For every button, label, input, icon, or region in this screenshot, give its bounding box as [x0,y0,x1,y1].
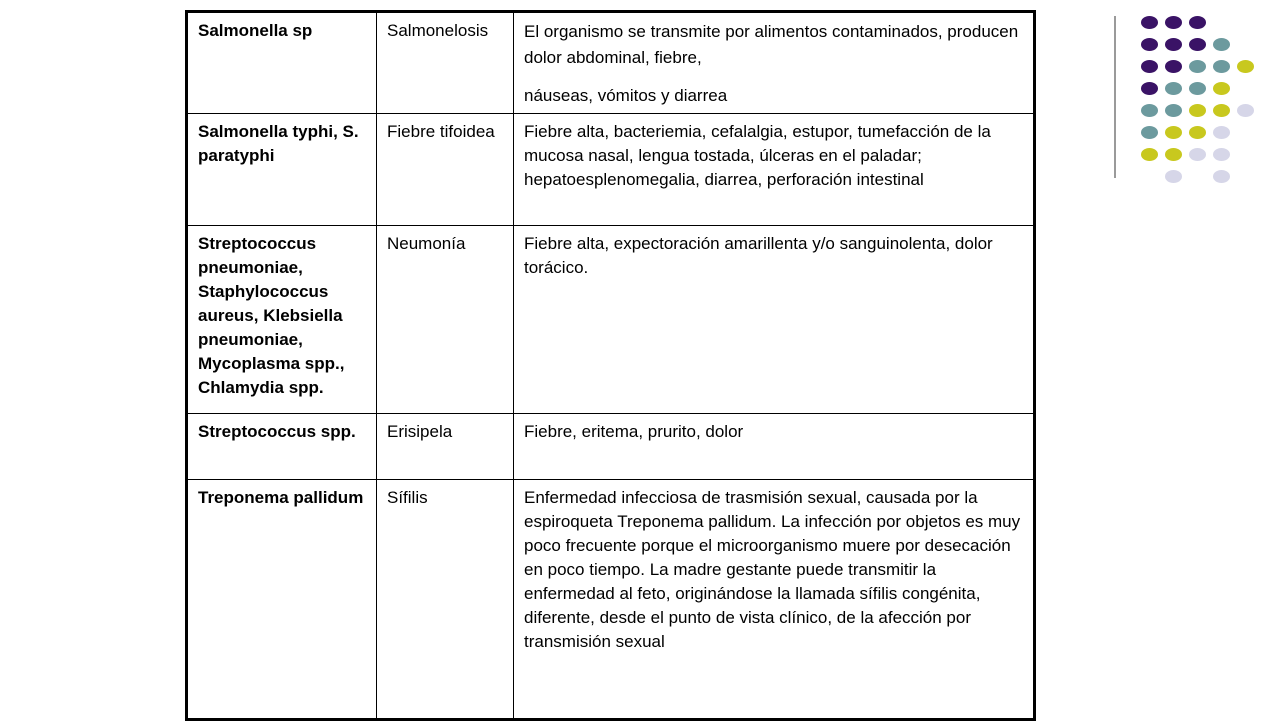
organism-cell: Treponema pallidum [187,480,377,720]
decorative-dot [1213,38,1230,51]
decorative-dot [1213,170,1230,183]
symptoms-cell: Fiebre alta, expectoración amarillenta y/o sanguinolenta, dolor torácico. [514,226,1035,414]
table-row [187,480,1035,720]
table-row [187,12,1035,114]
table-row [187,226,1035,414]
decorative-dot [1141,148,1158,161]
decorative-dot [1189,16,1206,29]
decorative-dot [1165,148,1182,161]
decorative-dot [1189,60,1206,73]
decorative-dot [1213,126,1230,139]
symptoms-text: El organismo se transmite por alimentos contaminados, producen dolor abdominal, fiebre, [524,22,1019,67]
symptoms-cell: Fiebre, eritema, prurito, dolor [514,414,1035,480]
decorative-dot [1165,16,1182,29]
decorative-dot [1237,60,1254,73]
decorative-dot [1141,16,1158,29]
disease-cell: Sífilis [377,480,514,720]
pathogen-table [185,10,1036,721]
decorative-dot [1141,60,1158,73]
symptoms-cell: Enfermedad infecciosa de trasmisión sexual, causada por la espiroqueta Treponema pallidum. La infección por objetos es muy poco frecuente porque el microorganismo muere por desecación en poco tiempo. La madre gestante puede transmitir la enfermedad al feto, originándose la llamada sífilis congénita, diferente, desde el punto de vista clínico, de la afección por transmisión sexual [514,480,1035,720]
decorative-divider-line [1114,16,1116,178]
decorative-dot [1165,82,1182,95]
decorative-dot [1141,104,1158,117]
decorative-dot [1141,38,1158,51]
disease-cell: Neumonía [377,226,514,414]
disease-cell: Fiebre tifoidea [377,114,514,226]
decorative-dot [1141,126,1158,139]
symptoms-cell [514,12,1035,114]
decorative-dot [1189,148,1206,161]
decorative-dot [1189,82,1206,95]
decorative-dot [1165,170,1182,183]
organism-cell: Streptococcus pneumoniae, Staphylococcus aureus, Klebsiella pneumoniae, Mycoplasma spp., Chlamydia spp. [187,226,377,414]
decorative-dot [1165,104,1182,117]
decorative-dot [1189,104,1206,117]
table-row [187,414,1035,480]
decorative-dot [1213,60,1230,73]
decorative-dot [1213,82,1230,95]
symptoms-cell: Fiebre alta, bacteriemia, cefalalgia, estupor, tumefacción de la mucosa nasal, lengua tostada, úlceras en el paladar; hepatoesplenomegalia, diarrea, perforación intestinal [514,114,1035,226]
decorative-dot [1165,60,1182,73]
organism-cell: Salmonella sp [187,12,377,114]
decorative-dot [1165,38,1182,51]
decorative-dot [1189,38,1206,51]
decorative-dot [1213,104,1230,117]
decorative-dot [1141,82,1158,95]
organism-cell: Streptococcus spp. [187,414,377,480]
disease-cell: Salmonelosis [377,12,514,114]
table-row [187,114,1035,226]
symptoms-text: náuseas, vómitos y diarrea [524,86,728,105]
decorative-dot [1213,148,1230,161]
organism-cell: Salmonella typhi, S. paratyphi [187,114,377,226]
decorative-dot [1165,126,1182,139]
decorative-dot [1189,126,1206,139]
decorative-dot [1237,104,1254,117]
disease-cell: Erisipela [377,414,514,480]
